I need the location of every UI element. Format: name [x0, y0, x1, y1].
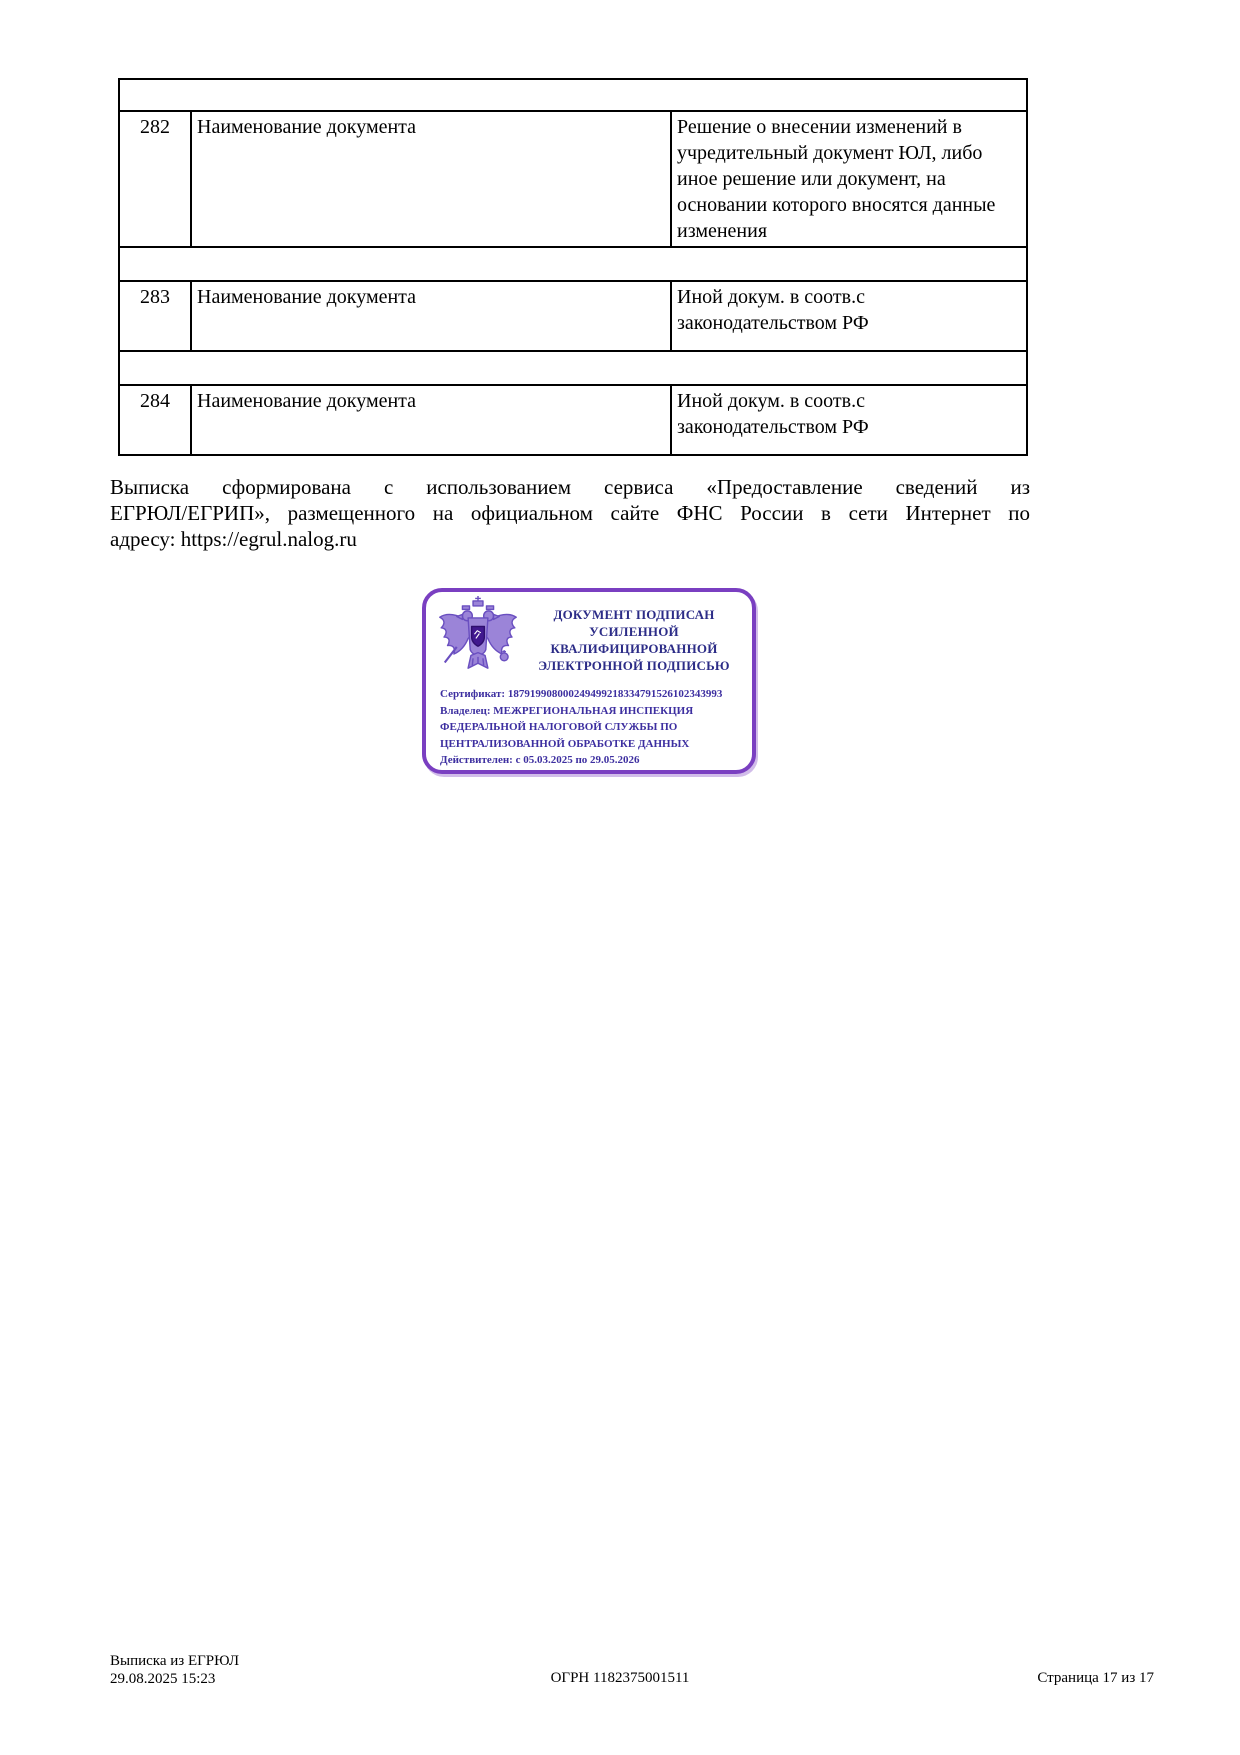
table-spacer-row [119, 79, 1027, 111]
note-line: адресу: https://egrul.nalog.ru [110, 527, 357, 551]
coat-of-arms-eagle-icon [434, 596, 522, 688]
stamp-title-line: УСИЛЕННОЙ КВАЛИФИЦИРОВАННОЙ [550, 624, 718, 656]
field-value-cell: Решение о внесении изменений в учредительный документ ЮЛ, либо иное решение или документ, на основании которого вносятся данные изменения [671, 111, 1027, 247]
owner-label: Владелец: [440, 704, 491, 717]
note-line: ЕГРЮЛ/ЕГРИП», размещенного на официальном сайте ФНС России в сети Интернет по [110, 501, 1030, 525]
note-line: Выписка сформирована с использованием сервиса «Предоставление сведений из [110, 475, 1030, 499]
stamp-info [440, 686, 744, 769]
footer-doc-type: Выписка из ЕГРЮЛ [110, 1653, 239, 1669]
field-name-cell: Наименование документа [191, 111, 671, 247]
footer-page-indicator: Страница 17 из 17 [1037, 1670, 1154, 1686]
spacer-cell [119, 79, 1027, 111]
field-value-cell: Иной докум. в соотв.с законодательством РФ [671, 281, 1027, 351]
row-number-cell: 282 [119, 111, 191, 247]
table-row [119, 385, 1027, 455]
field-name-cell: Наименование документа [191, 281, 671, 351]
service-note-paragraph [110, 474, 1030, 552]
table-row [119, 281, 1027, 351]
stamp-title-line: ДОКУМЕНТ ПОДПИСАН [553, 607, 715, 622]
certificate-line [440, 686, 744, 703]
row-number-cell: 284 [119, 385, 191, 455]
owner-line [440, 703, 744, 753]
footer-generated-at: 29.08.2025 15:23 [110, 1671, 216, 1687]
validity-label: Действителен: [440, 754, 513, 766]
certificate-value: 187919908000249499218334791526102343993 [507, 688, 723, 700]
field-name-cell: Наименование документа [191, 385, 671, 455]
table-row [119, 111, 1027, 247]
validity-line [440, 752, 744, 769]
owner-value: МЕЖРЕГИОНАЛЬНАЯ ИНСПЕКЦИЯ ФЕДЕРАЛЬНОЙ НАЛОГОВОЙ СЛУЖБЫ ПО ЦЕНТРАЛИЗОВАННОЙ ОБРАБОТКЕ ДАННЫХ [440, 704, 694, 750]
spacer-cell [119, 351, 1027, 385]
row-number-cell: 283 [119, 281, 191, 351]
table-spacer-row [119, 247, 1027, 281]
footer-ogrn: ОГРН 1182375001511 [550, 1670, 690, 1686]
certificate-label: Сертификат: [440, 688, 506, 700]
spacer-cell [119, 247, 1027, 281]
electronic-signature-stamp [422, 588, 756, 774]
table-spacer-row [119, 351, 1027, 385]
stamp-title [522, 606, 746, 674]
stamp-title-line: ЭЛЕКТРОННОЙ ПОДПИСЬЮ [538, 658, 730, 673]
documents-table [118, 78, 1028, 456]
field-value-cell: Иной докум. в соотв.с законодательством РФ [671, 385, 1027, 455]
validity-value: с 05.03.2025 по 29.05.2026 [515, 754, 640, 766]
